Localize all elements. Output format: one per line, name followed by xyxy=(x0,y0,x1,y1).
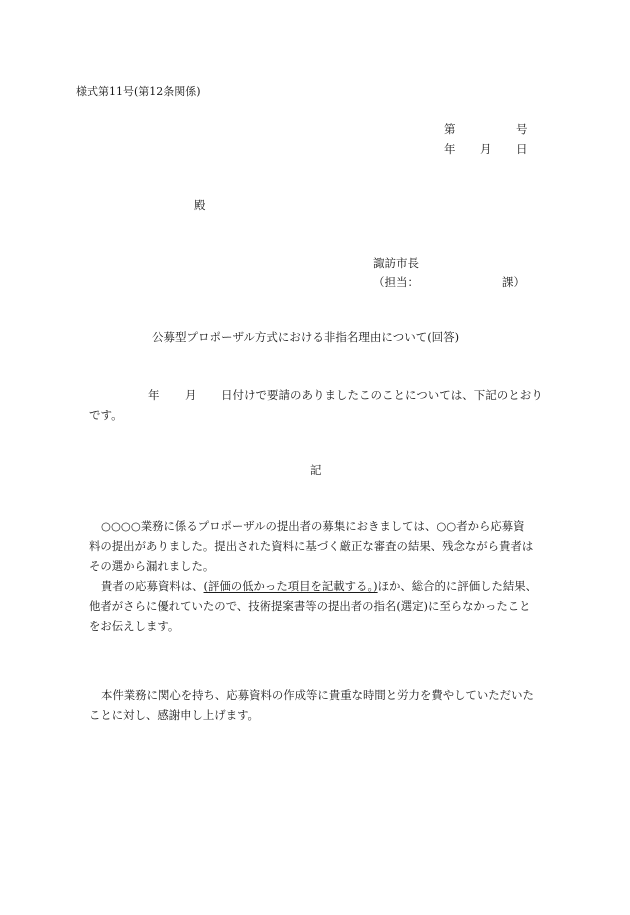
document-number-prefix: 第 xyxy=(444,122,456,136)
sender-department-close: 課） xyxy=(502,275,525,289)
para2-line-1-underlined: (評価の低かった項目を記載する。) xyxy=(203,579,378,593)
closing-line-2: ことに対し、感謝申し上げます。 xyxy=(89,708,259,722)
sender-name: 諏訪市長 xyxy=(373,256,419,270)
issue-date-month: 月 xyxy=(480,142,492,156)
intro-year: 年 xyxy=(148,388,160,402)
para1-line-2: 料の提出がありました。提出された資料に基づく厳正な審査の結果、残念ながら貴者は xyxy=(89,539,534,553)
para2-line-1-post: ほか、総合的に評価した結果、 xyxy=(377,579,538,593)
issue-date-day: 日 xyxy=(516,142,528,156)
intro-text: 日付けで要請のありましたこのことについては、下記のとおり xyxy=(221,388,543,402)
document-subject: 公募型プロポーザル方式における非指名理由について(回答) xyxy=(152,330,460,344)
para2-line-3: をお伝えします。 xyxy=(89,619,180,633)
form-number: 様式第11号(第12条関係) xyxy=(76,85,201,98)
para2-line-1 xyxy=(89,579,537,593)
sender-department-open: （担当： xyxy=(373,275,419,289)
closing-line-1: 本件業務に関心を持ち、応募資料の作成等に貴重な時間と労力を費やしていただいた xyxy=(101,688,534,702)
para2-line-1-pre: 貴者の応募資料は、 xyxy=(101,579,204,593)
para2-line-2: 他者がさらに優れていたので、技術提案書等の提出者の指名(選定)に至らなかったこと xyxy=(89,599,531,613)
intro-line-2: です。 xyxy=(89,408,123,422)
document-number-suffix: 号 xyxy=(516,122,528,136)
ki-heading: 記 xyxy=(310,463,322,477)
para1-line-1: ○○○○業務に係るプロポーザルの提出者の募集におきましては、○○者から応募資 xyxy=(101,519,525,533)
addressee-honorific: 殿 xyxy=(194,198,206,212)
issue-date-year: 年 xyxy=(444,142,456,156)
intro-month: 月 xyxy=(185,388,197,402)
para1-line-3: その選から漏れました。 xyxy=(89,559,215,573)
